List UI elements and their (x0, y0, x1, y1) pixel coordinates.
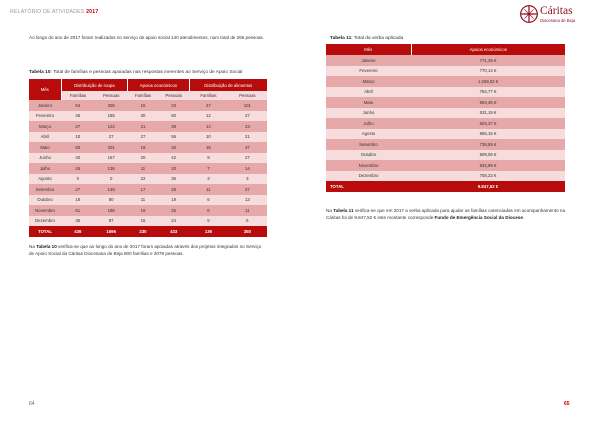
value-cell: 27 (75, 186, 81, 192)
value-cell: 60 (171, 113, 177, 119)
value-cell: 17 (140, 186, 146, 192)
value-cell: 201 (107, 144, 115, 150)
page-number-right: 65 (564, 401, 570, 407)
month-cell: Novembro (35, 207, 55, 213)
summary-table-ref: Tabela 10 (36, 244, 57, 249)
month-cell: Abril (40, 134, 50, 140)
amount-cell: 603,37 € (479, 120, 497, 126)
table-11-caption (330, 36, 403, 41)
table-row (326, 87, 565, 98)
table-11-month-header: Mês (326, 44, 411, 55)
table-10-caption-text: : Total de famílias e pessoas apoiadas nas respostas inerentes ao Serviço de Apoio Social (50, 70, 243, 75)
table-row (29, 111, 267, 122)
right-page (300, 0, 600, 424)
value-cell: 35 (75, 218, 81, 224)
total-value: 350 (228, 226, 267, 237)
value-cell: 27 (75, 123, 81, 129)
month-cell: Março (362, 78, 375, 84)
value-cell: 11 (206, 186, 211, 192)
value-cell: 9 (207, 155, 210, 161)
table-row (326, 171, 565, 182)
month-cell: Dezembro (358, 173, 379, 179)
summary-prefix: Na (29, 244, 37, 249)
value-cell: 27 (244, 155, 250, 161)
table-11-summary (326, 207, 565, 221)
total-value: 436 (61, 226, 95, 237)
value-cell: 3 (246, 176, 249, 182)
table-10-sub-header: Famílias (189, 91, 228, 100)
month-cell: Abril (364, 89, 373, 95)
value-cell: 21 (244, 134, 250, 140)
table-row (326, 139, 565, 150)
table-row (29, 142, 267, 153)
value-cell: 19 (140, 144, 146, 150)
value-cell: 185 (107, 113, 115, 119)
value-cell: 13 (244, 197, 250, 203)
report-header (10, 9, 98, 15)
month-cell: Outubro (37, 197, 53, 203)
value-cell: 186 (107, 207, 115, 213)
value-cell: 16 (140, 102, 146, 108)
total-value: 9.847,52 € (411, 181, 565, 192)
value-cell: 80 (108, 197, 114, 203)
month-cell: Maio (363, 99, 374, 105)
table-row (326, 129, 565, 140)
value-cell: 11 (245, 207, 250, 213)
value-cell: 28 (171, 186, 177, 192)
value-cell: 101 (243, 102, 251, 108)
month-cell: Maio (40, 144, 50, 150)
value-cell: 14 (244, 165, 250, 171)
month-cell: Novembro (358, 162, 379, 168)
value-cell: 167 (107, 155, 115, 161)
value-cell: 40 (75, 155, 81, 161)
value-cell: 61 (75, 207, 81, 213)
value-cell: 11 (140, 165, 146, 171)
total-label: TOTAL (29, 226, 61, 237)
value-cell: 39 (171, 123, 177, 129)
table-row (29, 121, 267, 132)
table-row (29, 184, 267, 195)
table-10-group-header: Distribuição de alimentos (189, 79, 267, 91)
total-value: 230 (128, 226, 158, 237)
value-cell: 47 (244, 144, 250, 150)
table-10-group-header: Distribuição de roupa (61, 79, 128, 91)
month-cell: Julho (363, 120, 374, 126)
amount-cell: 784,77 € (479, 89, 497, 95)
value-cell: 36 (171, 176, 177, 182)
value-cell: 10 (206, 134, 211, 140)
intro-paragraph: Ao longo do ano de 2017 foram realizados no serviço de apoio social 140 atendimentos, num total de 265 pessoas. (29, 35, 264, 40)
total-label: TOTAL (326, 181, 411, 192)
value-cell: 7 (207, 165, 210, 171)
amount-cell: 758,23 € (479, 173, 497, 179)
table-row (29, 163, 267, 174)
fund-name: Fundo de Emergência Social da Diocese (434, 215, 523, 220)
table-11-caption-label: Tabela 11 (330, 36, 352, 41)
value-cell: 6 (207, 197, 210, 203)
value-cell: 0 (76, 176, 80, 182)
value-cell: 16 (206, 144, 211, 150)
table-row (326, 160, 565, 171)
total-row (326, 181, 565, 192)
month-cell: Julho (39, 165, 51, 171)
families-table (29, 79, 267, 237)
value-cell: 46 (75, 113, 81, 119)
value-cell: 15 (140, 218, 146, 224)
month-cell: Setembro (35, 186, 55, 192)
value-cell: 14 (206, 123, 211, 129)
value-cell: 27 (140, 134, 146, 140)
value-cell: 27 (244, 113, 250, 119)
caritas-logo (520, 3, 590, 29)
table-row (326, 66, 565, 77)
value-cell: 20 (140, 155, 146, 161)
value-cell: 42 (171, 155, 177, 161)
month-cell: Outubro (360, 152, 377, 158)
table-row (326, 118, 565, 129)
total-row (29, 226, 267, 237)
table-row (326, 55, 565, 66)
table-row (29, 216, 267, 227)
table-row (29, 174, 267, 185)
summary-text: verifica-se que em 2017 a verba aplicada para ajudar as famílias carenciadas em acompanhamento na Cáritas foi de 9.847,52 € este montante corresponde (326, 208, 566, 220)
value-cell: 6 (246, 218, 249, 224)
table-11-value-header: Apoios económicos (411, 44, 565, 55)
value-cell: 27 (244, 186, 250, 192)
month-cell: Dezembro (35, 218, 55, 224)
table-row (29, 195, 267, 206)
value-cell: 23 (171, 102, 177, 108)
value-cell: 26 (75, 165, 81, 171)
value-cell: 30 (171, 144, 177, 150)
page-number-left: 64 (29, 401, 35, 407)
amount-cell: 994,45 € (479, 99, 497, 105)
total-value: 136 (189, 226, 228, 237)
value-cell: 20 (171, 165, 177, 171)
total-value: 433 (158, 226, 189, 237)
value-cell: 11 (140, 197, 146, 203)
table-row (326, 108, 565, 119)
value-cell: 87 (108, 218, 114, 224)
summary-prefix: Na (326, 208, 334, 213)
amount-cell: 1.269,02 € (477, 78, 499, 84)
value-cell: 23 (244, 123, 250, 129)
table-10-summary (29, 243, 267, 257)
value-cell: 27 (206, 102, 211, 108)
caritas-cross-icon (520, 3, 538, 25)
month-cell: Fevereiro (359, 68, 378, 74)
month-cell: Junho (39, 155, 51, 161)
value-cell: 0 (110, 176, 113, 182)
table-10-sub-header: Pessoas (158, 91, 189, 100)
logo-subtitle: Diocesana de Beja (540, 18, 576, 23)
amount-cell: 771,25 € (479, 57, 497, 63)
table-10-sub-header: Famílias (61, 91, 95, 100)
amount-cell: 770,14 € (479, 68, 497, 74)
table-10-sub-header: Famílias (128, 91, 158, 100)
month-cell: Agosto (38, 176, 52, 182)
value-cell: 10 (75, 134, 81, 140)
summary-text: verifica-se que ao longo do ano de 2017 foram apoiadas através dos projetos integrados no Serviço de Apoio Social da Cáritas Diocesana de Beja 800 famílias e 2079 pessoas. (29, 244, 262, 256)
value-cell: 24 (171, 218, 177, 224)
value-cell: 19 (140, 207, 146, 213)
value-cell: 18 (75, 197, 81, 203)
table-10-caption-label: Tabela 10 (29, 70, 51, 75)
value-cell: 205 (107, 102, 115, 108)
value-cell: 55 (171, 134, 177, 140)
value-cell: 54 (75, 102, 81, 108)
month-cell: Fevereiro (35, 113, 55, 119)
summary-table-ref: Tabela 11 (333, 208, 354, 213)
table-10-caption (29, 70, 242, 75)
value-cell: 6 (207, 207, 210, 213)
table-row (326, 76, 565, 87)
summary-end: . (522, 215, 525, 220)
report-header-prefix: RELATÓRIO DE ATIVIDADES (10, 9, 87, 15)
report-header-year: 2017 (86, 9, 99, 15)
value-cell: 12 (206, 113, 211, 119)
table-row (29, 100, 267, 111)
amount-cell: 531,19 € (479, 110, 497, 116)
month-cell: Setembro (359, 141, 378, 147)
value-cell: 5 (207, 218, 210, 224)
table-row (326, 150, 565, 161)
table-row (29, 153, 267, 164)
amount-cell: 509,06 € (479, 152, 497, 158)
month-cell: Agosto (361, 131, 376, 137)
value-cell: 122 (107, 123, 115, 129)
value-cell: 22 (140, 176, 146, 182)
logo-name: Cáritas (540, 5, 573, 17)
table-row (326, 97, 565, 108)
value-cell: 30 (140, 113, 146, 119)
month-cell: Junho (362, 110, 375, 116)
table-10-sub-header: Pessoas (95, 91, 128, 100)
value-cell: 136 (107, 165, 115, 171)
table-10-month-header: Mês (29, 79, 61, 100)
month-cell: Março (39, 123, 51, 129)
value-cell: 19 (171, 197, 177, 203)
month-cell: Janeiro (37, 102, 53, 108)
value-cell: 148 (107, 186, 115, 192)
amount-cell: 965,15 € (479, 131, 497, 137)
amount-cell: 738,59 € (479, 141, 497, 147)
amount-cell: 832,89 € (479, 162, 497, 168)
total-value: 1596 (95, 226, 128, 237)
table-10-sub-header: Pessoas (228, 91, 267, 100)
table-10-group-header: Apoios económicos (128, 79, 189, 91)
table-11-caption-text: : Total da verba aplicada (351, 36, 404, 41)
table-row (29, 205, 267, 216)
value-cell: 3 (207, 176, 210, 182)
table-row (29, 132, 267, 143)
value-cell: 27 (108, 134, 114, 140)
value-cell: 26 (171, 207, 177, 213)
value-cell: 60 (75, 144, 81, 150)
value-cell: 21 (140, 123, 146, 129)
month-cell: Janeiro (361, 57, 376, 63)
funds-table (326, 44, 565, 192)
